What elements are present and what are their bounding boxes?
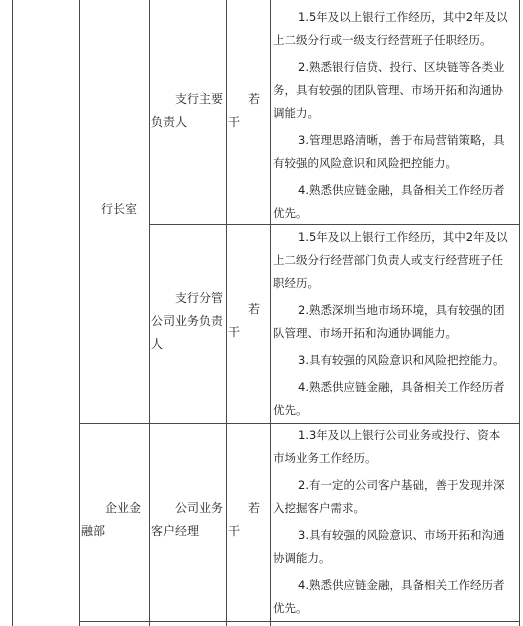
position-title-line: 负责人 [151,115,188,129]
req-line: 优先。 [273,403,308,417]
req-line: 3.管理思路清晰，善于布局营销策略，具 [298,133,505,147]
req-line: 上二级分行或一级支行经营班子任职经历。 [273,33,492,47]
req-line: 调能力。 [273,106,319,120]
position-title-line: 支行主要 [175,92,224,106]
position-title-line: 人 [151,337,164,351]
dept-label [81,497,141,543]
col-divider-4 [270,0,271,626]
position-title-line: 公司业务 [175,501,224,515]
dept-label-line: 融部 [81,524,106,538]
headcount-char: 干 [228,524,241,538]
req-line: 上二级分行经营部门负责人或支行经营班子任 [273,253,503,267]
req-line: 市场业务工作经历。 [273,451,377,465]
req-line: 有较强的风险意识和风险把控能力。 [273,156,457,170]
col-divider-2 [149,0,150,626]
req-line: 优先。 [273,206,308,220]
headcount [228,88,260,134]
req-line: 队管理、市场开拓和沟通协调能力。 [273,326,457,340]
table-border-left [12,0,13,626]
position-title-line: 客户经理 [151,524,200,538]
req-line: 2.熟悉银行信贷、投行、区块链等各类业 [298,60,505,74]
req-line: 4.熟悉供应链金融，具备相关工作经历者 [298,183,505,197]
dept-label: 行长室 [101,202,138,216]
position-title [151,88,223,134]
headcount-char: 若 [248,501,261,515]
req-line: 入挖掘客户需求。 [273,501,365,515]
req-line: 4.熟悉供应链金融，具备相关工作经历者 [298,578,505,592]
req-line: 1.5年及以上银行工作经历，其中2年及以 [298,230,508,244]
req-line: 务，具有较强的团队管理、市场开拓和沟通协 [273,83,503,97]
req-line: 3.具有较强的风险意识、市场开拓和沟通 [298,528,505,542]
req-line: 4.熟悉供应链金融，具备相关工作经历者 [298,380,505,394]
col-divider-3 [226,0,227,626]
requirements-cell [273,226,519,422]
position-title-line: 支行分管 [175,291,224,305]
col-divider-1 [79,0,80,626]
headcount-char: 若 [248,92,261,106]
headcount-char: 若 [248,302,261,316]
headcount-char: 干 [228,115,241,129]
position-title [151,287,223,356]
req-line: 职经历。 [273,276,319,290]
req-line: 2.有一定的公司客户基础，善于发现并深 [298,478,505,492]
req-line: 1.5年及以上银行工作经历，其中2年及以 [298,10,508,24]
requirements-cell [273,6,519,225]
headcount-char: 干 [228,325,241,339]
position-title-line: 公司业务负责 [151,314,224,328]
req-line: 2.熟悉深圳当地市场环境，具有较强的团 [298,303,505,317]
headcount [228,298,260,344]
req-line: 优先。 [273,601,308,615]
dept-label-line: 企业金 [105,501,142,515]
row-divider-3 [79,621,520,622]
req-line: 协调能力。 [273,551,331,565]
requirements-cell [273,424,519,620]
req-line: 3.具有较强的风险意识和风险把控能力。 [298,353,505,367]
table-border-right [519,0,520,626]
position-title [151,497,223,543]
headcount [228,497,260,543]
req-line: 1.3年及以上银行公司业务或投行、资本 [298,428,501,442]
